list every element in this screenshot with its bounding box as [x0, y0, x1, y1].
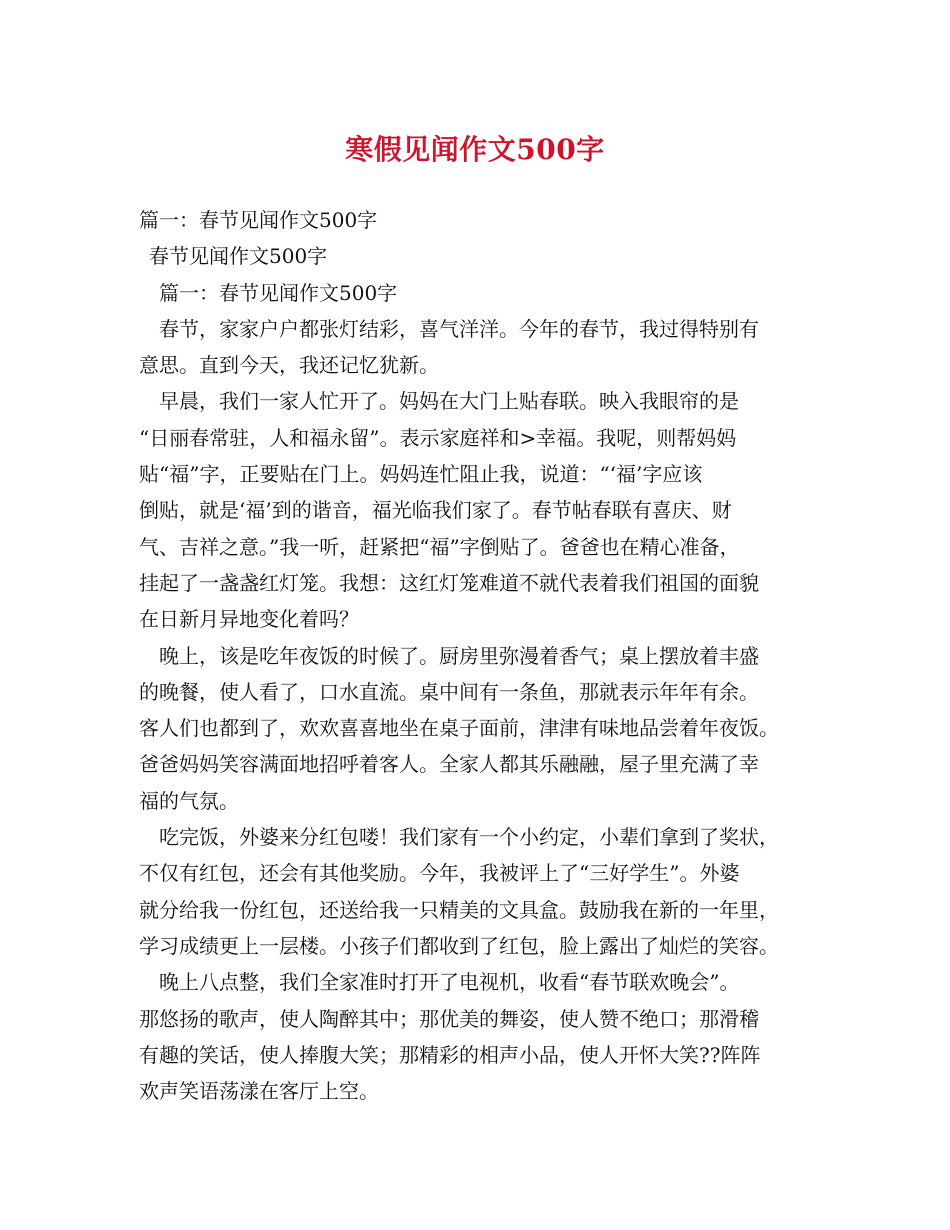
paragraph-line: 那悠扬的歌声，使人陶醉其中；那优美的舞姿，使人赞不绝口；那滑稽	[139, 1006, 759, 1031]
paragraph-line: 气、吉祥之意。”我一听，赶紧把“福”字倒贴了。爸爸也在精心准备，	[139, 534, 740, 559]
paragraph-line: 客人们也都到了，欢欢喜喜地坐在桌子面前，津津有味地品尝着年夜饭。	[139, 716, 779, 741]
paragraph-line: 晚上，该是吃年夜饭的时候了。厨房里弥漫着香气；桌上摆放着丰盛	[159, 643, 759, 668]
paragraph-line: 不仅有红包，还会有其他奖励。今年，我被评上了“三好学生”。外婆	[139, 861, 740, 886]
paragraph-2	[139, 383, 819, 637]
paragraph-line: 的晚餐，使人看了，口水直流。桌中间有一条鱼，那就表示年年有余。	[139, 679, 759, 704]
paragraph-1	[139, 311, 819, 384]
document-title: 寒假见闻作文500字	[345, 133, 605, 166]
paragraph-4	[139, 819, 819, 964]
heading-1: 篇一：春节见闻作文500字	[139, 208, 378, 232]
paragraph-line: “日丽春常驻，人和福永留”。表示家庭祥和>幸福。我呢，则帮妈妈	[139, 425, 737, 450]
paragraph-line: 福的气氛。	[139, 788, 239, 813]
heading-3: 篇一：春节见闻作文500字	[159, 280, 398, 305]
heading-2: 春节见闻作文500字	[149, 244, 328, 269]
paragraph-line: 春节，家家户户都张灯结彩，喜气洋洋。今年的春节，我过得特别有	[159, 316, 759, 341]
paragraph-line: 学习成绩更上一层楼。小孩子们都收到了红包，脸上露出了灿烂的笑容。	[139, 933, 779, 958]
paragraph-line: 意思。直到今天，我还记忆犹新。	[139, 353, 439, 378]
document-body	[139, 202, 819, 1109]
paragraph-3	[139, 638, 819, 819]
paragraph-line: 早晨，我们一家人忙开了。妈妈在大门上贴春联。映入我眼帘的是	[159, 389, 739, 414]
paragraph-line: 挂起了一盏盏红灯笼。我想：这红灯笼难道不就代表着我们祖国的面貌	[139, 570, 759, 595]
paragraph-line: 就分给我一份红包，还送给我一只精美的文具盒。鼓励我在新的一年里，	[139, 897, 779, 922]
paragraph-line: 倒贴，就是‘福’到的谐音，福光临我们家了。春节帖春联有喜庆、财	[139, 498, 732, 523]
paragraph-line: 晚上八点整，我们全家准时打开了电视机，收看“春节联欢晚会”。	[159, 970, 740, 995]
paragraph-5	[139, 964, 819, 1109]
paragraph-line: 在日新月异地变化着吗？	[139, 607, 359, 632]
paragraph-line: 爸爸妈妈笑容满面地招呼着客人。全家人都其乐融融，屋子里充满了幸	[139, 752, 759, 777]
paragraph-line: 吃完饭，外婆来分红包喽！我们家有一个小约定，小辈们拿到了奖状，	[159, 825, 779, 850]
paragraph-line: 有趣的笑话，使人捧腹大笑；那精彩的相声小品，使人开怀大笑??阵阵	[139, 1042, 761, 1067]
paragraph-line: 欢声笑语荡漾在客厅上空。	[139, 1079, 379, 1104]
paragraph-line: 贴“福”字，正要贴在门上。妈妈连忙阻止我，说道：“‘福’字应该	[139, 462, 703, 487]
